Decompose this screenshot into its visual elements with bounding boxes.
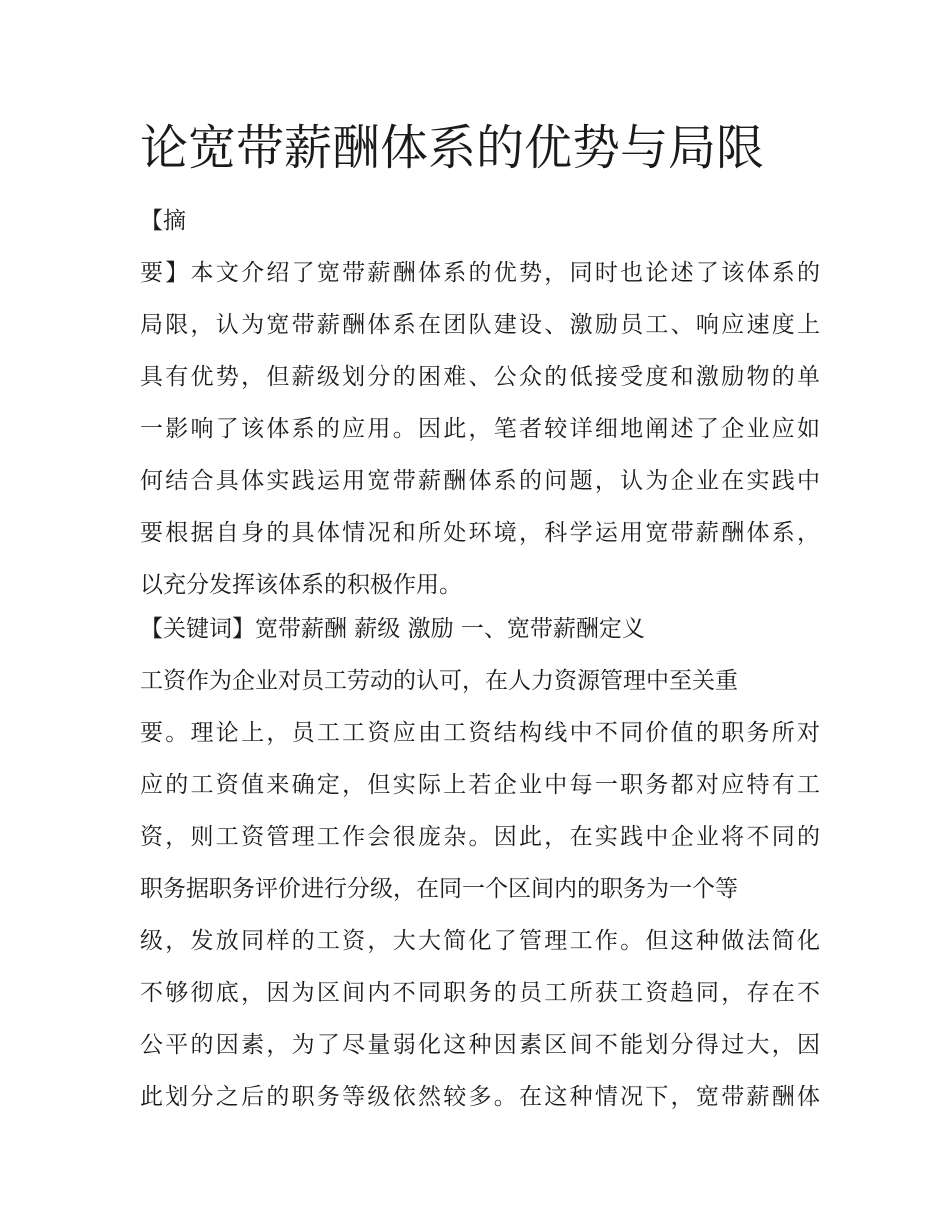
body-line: 级，发放同样的工资，大大简化了管理工作。但这种做法简化 <box>140 928 820 954</box>
abstract-line: 具有优势，但薪级划分的困难、公众的低接受度和激励物的单 <box>140 364 820 390</box>
abstract-label-line: 【摘 <box>140 208 186 234</box>
body-line: 此划分之后的职务等级依然较多。在这种情况下，宽带薪酬体 <box>140 1084 820 1110</box>
abstract-line: 一影响了该体系的应用。因此，笔者较详细地阐述了企业应如 <box>140 416 820 442</box>
body-line: 要。理论上，员工工资应由工资结构线中不同价值的职务所对 <box>140 720 820 746</box>
keywords-line: 【关键词】宽带薪酬 薪级 激励 一、宽带薪酬定义 <box>140 616 645 642</box>
body-line: 资，则工资管理工作会很庞杂。因此，在实践中企业将不同的 <box>140 824 820 850</box>
body-line: 职务据职务评价进行分级，在同一个区间内的职务为一个等 <box>140 876 738 902</box>
document-title: 论宽带薪酬体系的优势与局限 <box>140 120 765 176</box>
abstract-line: 要】本文介绍了宽带薪酬体系的优势，同时也论述了该体系的 <box>140 260 820 286</box>
body-line: 不够彻底，因为区间内不同职务的员工所获工资趋同，存在不 <box>140 980 820 1006</box>
body-line: 应的工资值来确定，但实际上若企业中每一职务都对应特有工 <box>140 772 820 798</box>
abstract-line: 以充分发挥该体系的积极作用。 <box>140 572 462 598</box>
body-line: 工资作为企业对员工劳动的认可，在人力资源管理中至关重 <box>140 668 738 694</box>
abstract-line: 何结合具体实践运用宽带薪酬体系的问题，认为企业在实践中 <box>140 468 820 494</box>
abstract-line: 要根据自身的具体情况和所处环境，科学运用宽带薪酬体系， <box>140 520 820 546</box>
body-line: 公平的因素，为了尽量弱化这种因素区间不能划分得过大，因 <box>140 1032 820 1058</box>
abstract-line: 局限，认为宽带薪酬体系在团队建设、激励员工、响应速度上 <box>140 312 820 338</box>
